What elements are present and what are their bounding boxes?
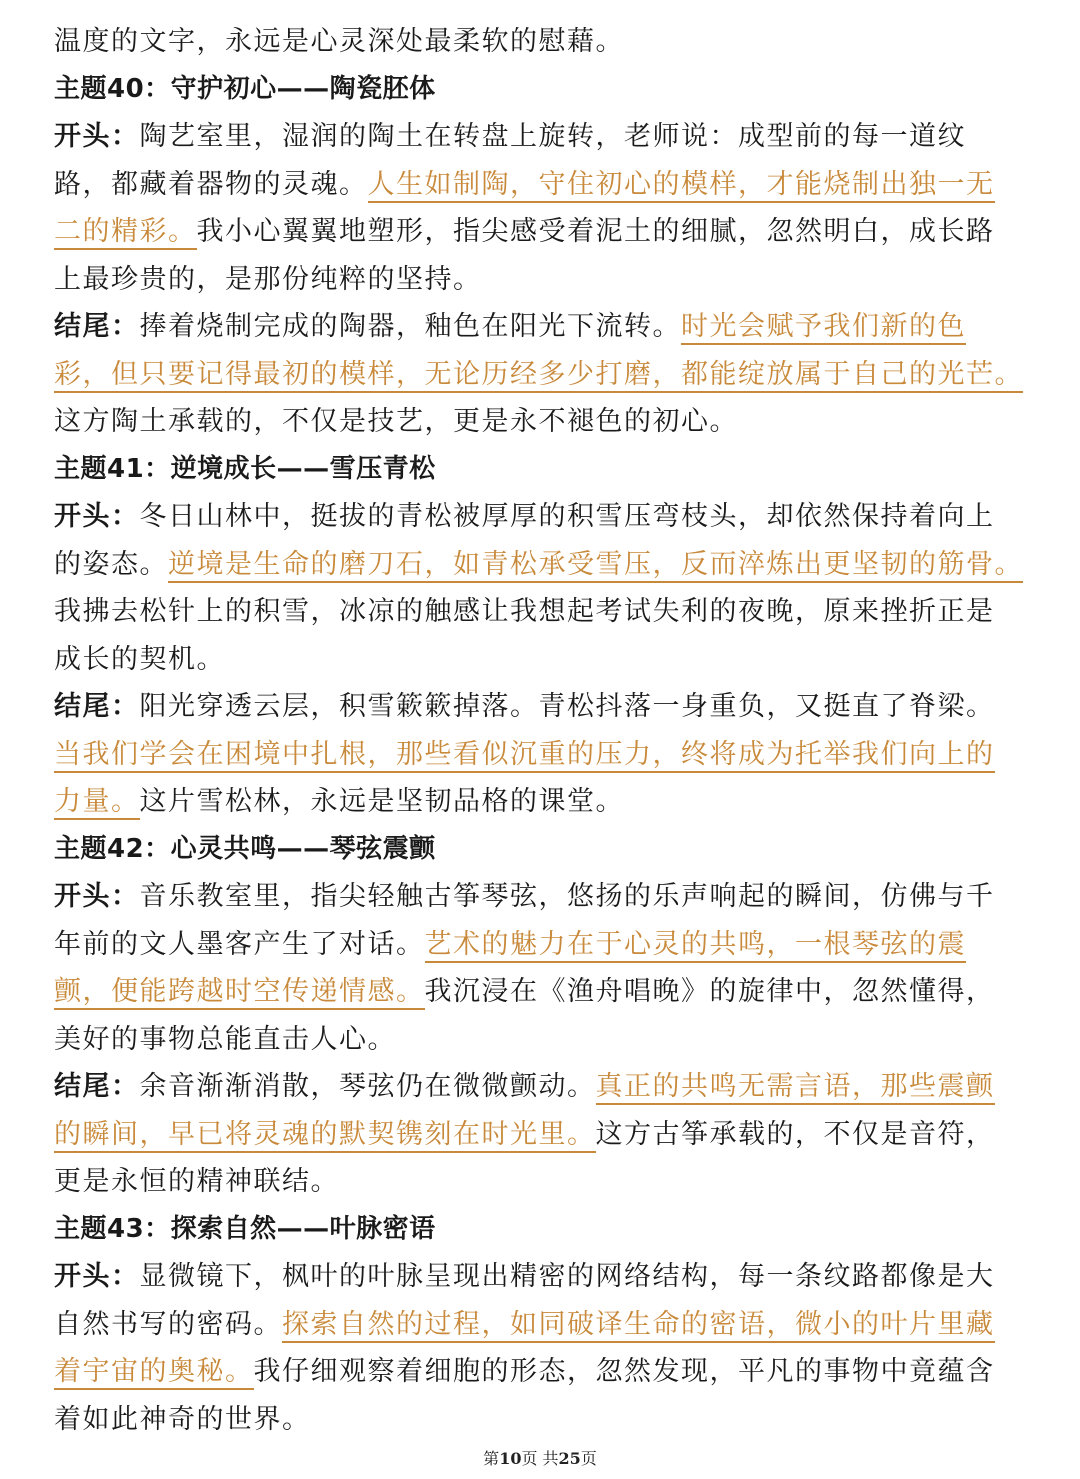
footer-prefix: 第 [483,1449,500,1468]
paragraph-text: 我拂去松针上的积雪，冰凉的触感让我想起考试失利的夜晚，原来挫折正是 [54,596,995,627]
paragraph-text: 我小心翼翼地塑形，指尖感受着泥土的细腻，忽然明白，成长路 [196,216,995,247]
highlight-text: 真正的共鸣无需言语，那些震颤 [596,1071,995,1105]
section-42 [54,826,1032,1206]
paragraph-text: 我沉浸在《渔舟唱晚》的旋律中，忽然懂得， [424,976,995,1007]
paragraph-text: 更是永恒的精神联结。 [54,1166,339,1197]
highlight-text: 颤，便能跨越时空传递情感。 [54,976,425,1010]
highlight-text: 二的精彩。 [54,216,197,250]
paragraph-text: 路，都藏着器物的灵魂。 [54,168,368,200]
highlight-text: 当我们学会在困境中扎根，那些看似沉重的压力，终将成为托举我们向上的 [54,739,995,773]
section-heading: 主题43：探索自然——叶脉密语 [54,1213,436,1244]
paragraph-text: 音乐教室里，指尖轻触古筝琴弦，悠扬的乐声响起的瞬间，仿佛与千 [139,881,995,912]
opening-label: 开头： [54,121,140,152]
paragraph-text: 捧着烧制完成的陶器，釉色在阳光下流转。 [139,311,681,342]
paragraph-text: 阳光穿透云层，积雪簌簌掉落。青松抖落一身重负，又挺直了脊梁。 [139,691,995,722]
paragraph-text: 上最珍贵的，是那份纯粹的坚持。 [54,263,482,295]
opening-label: 开头： [54,1261,140,1292]
paragraph-text: 成长的契机。 [54,643,225,675]
page-footer [0,1446,1080,1469]
intro-tail: 温度的文字，永远是心灵深处最柔软的慰藉。 [54,26,624,57]
section-heading: 主题42：心灵共鸣——琴弦震颤 [54,833,436,864]
highlight-text: 逆境是生命的磨刀石，如青松承受雪压，反而淬炼出更坚韧的筋骨。 [168,549,1023,583]
paragraph-text: 显微镜下，枫叶的叶脉呈现出精密的网络结构，每一条纹路都像是大 [139,1261,995,1292]
footer-suffix: 页 [580,1449,597,1468]
section-heading: 主题40：守护初心——陶瓷胚体 [54,73,436,104]
paragraph-text: 我仔细观察着细胞的形态，忽然发现，平凡的事物中竟蕴含 [253,1356,995,1387]
highlight-text: 的瞬间，早已将灵魂的默契镌刻在时光里。 [54,1119,596,1153]
footer-middle: 页 共 [521,1449,559,1468]
ending-paragraph [54,683,1032,826]
ending-label: 结尾： [54,691,140,722]
highlight-text: 人生如制陶，守住初心的模样，才能烧制出独一无 [368,169,995,203]
paragraph-text: 这片雪松林，永远是坚韧品格的课堂。 [139,786,624,817]
paragraph-text: 冬日山林中，挺拔的青松被厚厚的积雪压弯枝头，却依然保持着向上 [139,501,995,532]
highlight-text: 时光会赋予我们新的色 [681,311,966,345]
ending-label: 结尾： [54,1071,140,1102]
highlight-text: 着宇宙的奥秘。 [54,1356,254,1390]
paragraph-text: 这方古筝承载的，不仅是音符， [595,1118,995,1150]
highlight-text: 探索自然的过程，如同破译生命的密语，微小的叶片里藏 [282,1309,995,1343]
highlight-text: 力量。 [54,786,140,820]
paragraph-text: 自然书写的密码。 [54,1308,282,1340]
section-41 [54,446,1032,826]
paragraph-text: 这方陶土承载的，不仅是技艺，更是永不褪色的初心。 [54,406,738,437]
highlight-text: 彩，但只要记得最初的模样，无论历经多少打磨，都能绽放属于自己的光芒。 [54,359,1023,393]
opening-label: 开头： [54,501,140,532]
ending-paragraph [54,303,1032,446]
opening-paragraph [54,113,1032,303]
paragraph-text: 年前的文人墨客产生了对话。 [54,928,425,960]
page-number: 10 [499,1449,522,1468]
section-43 [54,1206,1032,1444]
opening-paragraph [54,873,1032,1063]
total-pages: 25 [558,1449,581,1468]
ending-label: 结尾： [54,311,140,342]
ending-paragraph [54,1063,1032,1206]
paragraph-text: 着如此神奇的世界。 [54,1403,311,1435]
paragraph-text: 陶艺室里，湿润的陶土在转盘上旋转，老师说：成型前的每一道纹 [139,121,966,152]
paragraph-text: 的姿态。 [54,548,168,580]
paragraph-text: 美好的事物总能直击人心。 [54,1023,396,1055]
section-heading: 主题41：逆境成长——雪压青松 [54,453,436,484]
opening-label: 开头： [54,881,140,912]
section-40 [54,66,1032,446]
paragraph-text: 余音渐渐消散，琴弦仍在微微颤动。 [139,1071,596,1102]
opening-paragraph [54,1253,1032,1443]
opening-paragraph [54,493,1032,683]
highlight-text: 艺术的魅力在于心灵的共鸣，一根琴弦的震 [425,929,967,963]
